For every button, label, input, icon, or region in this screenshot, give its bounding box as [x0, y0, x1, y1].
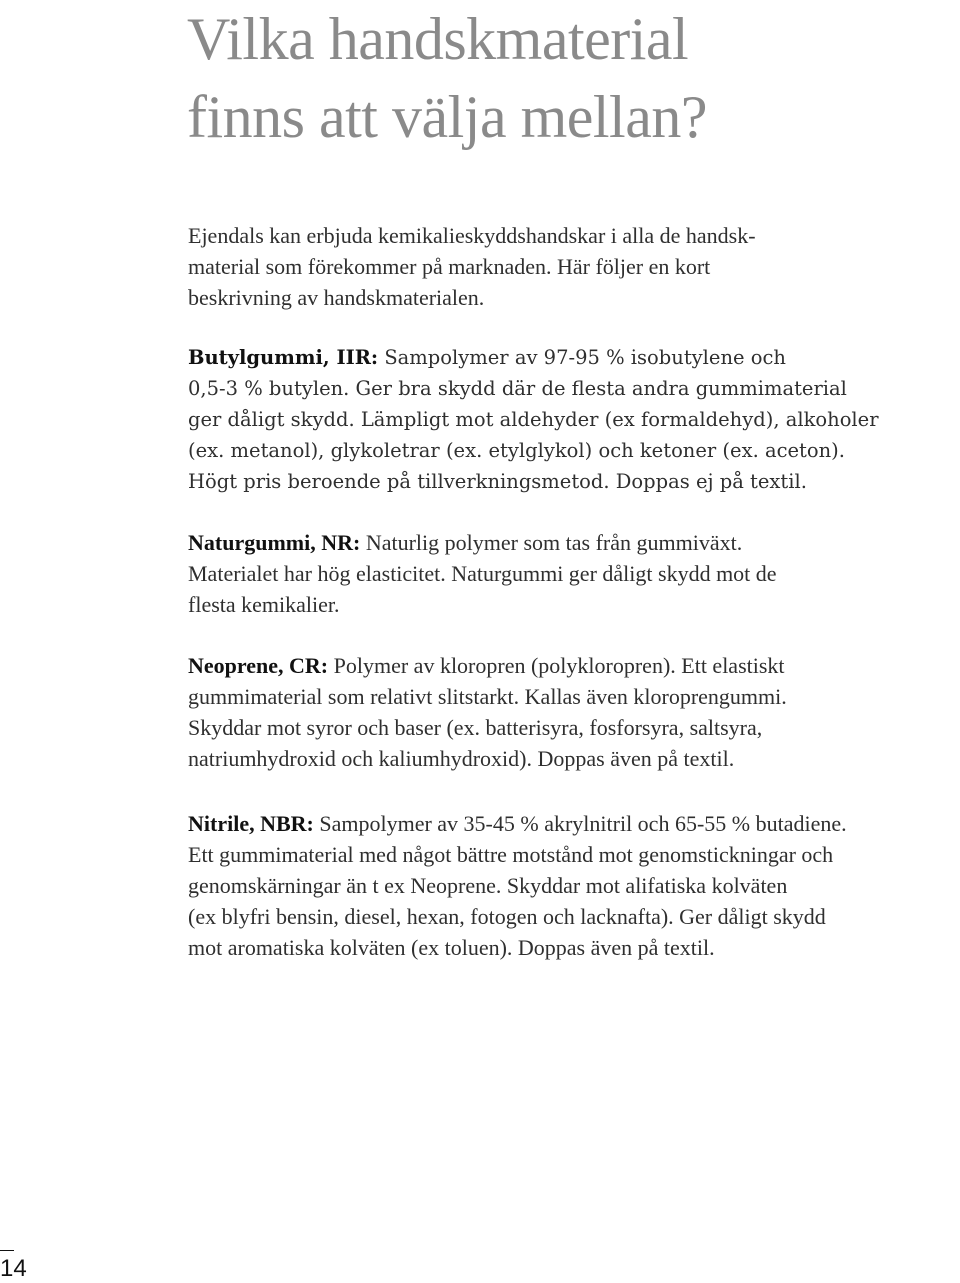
section-line: Polymer av kloropren (polykloropren). Ett elastiskt: [328, 653, 785, 678]
section-line: Sampolymer av 35-45 % akrylnitril och 65-55 % butadiene.: [313, 811, 847, 836]
title-line-2: finns att välja mellan?: [187, 84, 707, 150]
section-line: (ex. metanol), glykoletrar (ex. etylglykol) och ketoner (ex. aceton).: [188, 439, 845, 462]
section-butylgummi: [188, 342, 879, 497]
section-line: (ex blyfri bensin, diesel, hexan, fotogen och lacknafta). Ger dåligt skydd: [188, 904, 826, 929]
section-term: Naturgummi, NR:: [188, 530, 361, 555]
section-first-line: [188, 808, 847, 839]
section-line: Materialet har hög elasticitet. Naturgummi ger dåligt skydd mot de: [188, 561, 777, 586]
section-line: Skyddar mot syror och baser (ex. batterisyra, fosforsyra, saltsyra,: [188, 715, 763, 740]
section-term: Neoprene, CR:: [188, 653, 329, 678]
section-line: 0,5-3 % butylen. Ger bra skydd där de flesta andra gummimaterial: [188, 377, 847, 400]
section-naturgummi: [188, 527, 777, 620]
section-line: Ett gummimaterial med något bättre motstånd mot genomstickningar och: [188, 842, 834, 867]
section-first-line: [188, 527, 777, 558]
page-number-rule: [0, 1250, 14, 1251]
section-line: flesta kemikalier.: [188, 592, 340, 617]
intro-paragraph: [188, 220, 756, 313]
section-line: Sampolymer av 97-95 % isobutylene och: [378, 346, 786, 369]
page-number: 14: [0, 1255, 27, 1282]
section-line: Högt pris beroende på tillverkningsmetod. Doppas ej på textil.: [188, 470, 807, 493]
section-line: gummimaterial som relativt slitstarkt. Kallas även kloroprengummi.: [188, 684, 787, 709]
section-term: Butylgummi, IIR:: [188, 346, 379, 369]
section-line: ger dåligt skydd. Lämpligt mot aldehyder (ex formaldehyd), alkoholer: [188, 408, 879, 431]
intro-line: beskrivning av handskmaterialen.: [188, 285, 485, 310]
intro-line: material som förekommer på marknaden. Här följer en kort: [188, 254, 711, 279]
section-line: natriumhydroxid och kaliumhydroxid). Doppas även på textil.: [188, 746, 735, 771]
section-line: mot aromatiska kolväten (ex toluen). Doppas även på textil.: [188, 935, 715, 960]
section-first-line: [188, 650, 787, 681]
section-term: Nitrile, NBR:: [188, 811, 314, 836]
intro-line: Ejendals kan erbjuda kemikalieskyddshandskar i alla de handsk-: [188, 223, 756, 248]
title-line-1: Vilka handskmaterial: [187, 6, 689, 72]
section-neoprene: [188, 650, 787, 774]
page-title: [187, 0, 887, 156]
section-line: genomskärningar än t ex Neoprene. Skyddar mot alifatiska kolväten: [188, 873, 788, 898]
section-nitrile: [188, 808, 847, 963]
section-line: Naturlig polymer som tas från gummiväxt.: [360, 530, 743, 555]
section-first-line: [188, 342, 879, 373]
